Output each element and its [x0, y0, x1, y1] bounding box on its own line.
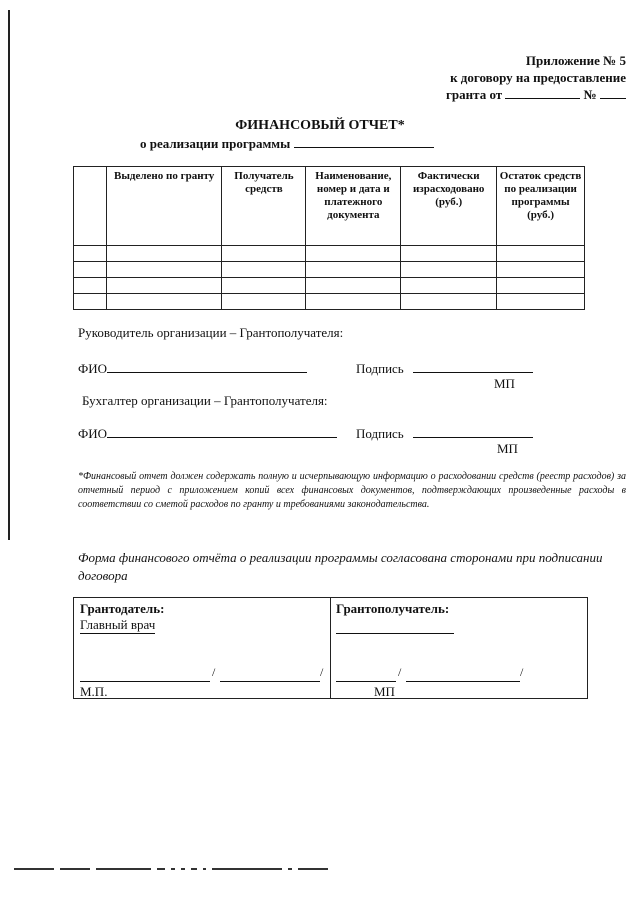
report-subtitle-text: о реализации программы: [140, 136, 291, 151]
appendix-grant-prefix: гранта от: [446, 87, 503, 102]
table-cell[interactable]: [74, 246, 107, 262]
grantee-signature-line[interactable]: [336, 680, 396, 682]
accountant-fio-field[interactable]: [107, 425, 337, 438]
table-cell[interactable]: [401, 262, 497, 278]
table-cell[interactable]: [222, 278, 306, 294]
appendix-header: [446, 52, 626, 103]
table-cell[interactable]: [106, 246, 222, 262]
table-cell[interactable]: [74, 262, 107, 278]
grantor-position: Главный врач: [80, 617, 156, 632]
head-label: Руководитель организации – Грантополучателя:: [78, 325, 344, 340]
table-cell[interactable]: [306, 294, 401, 310]
column-header: Получатель средств: [222, 167, 306, 246]
column-header: [74, 167, 107, 246]
head-fio-field[interactable]: [107, 360, 307, 373]
accountant-mp-label: МП: [497, 441, 518, 456]
fio-label: ФИО: [78, 426, 108, 441]
program-name-blank[interactable]: [294, 136, 434, 148]
sign-label: Подпись: [356, 426, 404, 441]
grantor-signature-line[interactable]: [80, 680, 210, 682]
table-cell[interactable]: [306, 246, 401, 262]
grantee-position-line[interactable]: [336, 632, 454, 634]
scan-noise: [14, 860, 614, 866]
appendix-title: Приложение № 5: [525, 53, 626, 68]
grant-date-blank[interactable]: [505, 87, 580, 99]
table-cell[interactable]: [222, 246, 306, 262]
grant-number-blank[interactable]: [600, 87, 626, 99]
table-header-row: [74, 167, 585, 246]
table-cell[interactable]: [74, 278, 107, 294]
table-cell[interactable]: [106, 262, 222, 278]
table-row: [74, 278, 585, 294]
footnote: *Финансовый отчет должен содержать полную и исчерпывающую информацию о расходовании средств (реестр расходов) за отчетный период с приложением копий всех финансовых документов, подтверждающих произведенные расходы в соответствии со сметой расходов по гранту и требованиями законодательства.: [78, 471, 626, 510]
head-signature-field[interactable]: [413, 360, 533, 373]
column-header: Остаток средств по реализации программы (руб.): [497, 167, 585, 246]
table-cell[interactable]: [401, 278, 497, 294]
agreement-text: Форма финансового отчёта о реализации программы согласована сторонами при подписании договора: [78, 550, 603, 583]
head-fio-row: [78, 360, 307, 377]
grantee-name-line[interactable]: [406, 680, 520, 682]
grantor-mp: М.П.: [80, 684, 108, 699]
table-cell[interactable]: [497, 278, 585, 294]
head-mp-label: МП: [494, 376, 515, 391]
sign-label: Подпись: [356, 361, 404, 376]
table-cell[interactable]: [497, 262, 585, 278]
table-row: [74, 246, 585, 262]
fio-label: ФИО: [78, 361, 108, 376]
number-sign: №: [583, 87, 597, 102]
table-cell[interactable]: [401, 294, 497, 310]
table-cell[interactable]: [222, 294, 306, 310]
report-subtitle: [140, 136, 434, 152]
table-cell[interactable]: [306, 262, 401, 278]
report-title: ФИНАНСОВЫЙ ОТЧЕТ*: [235, 118, 405, 133]
grantor-slash-end: /: [320, 665, 324, 679]
accountant-signature-field[interactable]: [413, 425, 533, 438]
accountant-label: Бухгалтер организации – Грантополучателя:: [82, 393, 328, 408]
table-row: [74, 294, 585, 310]
appendix-contract-line: к договору на предоставление: [450, 70, 626, 85]
table-cell[interactable]: [497, 246, 585, 262]
table-cell[interactable]: [222, 262, 306, 278]
table-cell[interactable]: [106, 294, 222, 310]
column-header: Выделено по гранту: [106, 167, 222, 246]
table-cell[interactable]: [74, 294, 107, 310]
grantor-title: Грантодатель:: [80, 601, 165, 616]
scan-edge-line: [8, 10, 10, 540]
table-cell[interactable]: [106, 278, 222, 294]
grantor-slash: /: [212, 665, 216, 679]
table-cell[interactable]: [306, 278, 401, 294]
table-row: [74, 262, 585, 278]
accountant-sign-row: [356, 425, 533, 442]
grantee-slash: /: [398, 665, 402, 679]
table-cell[interactable]: [401, 246, 497, 262]
head-sign-row: [356, 360, 533, 377]
appendix-grant-date-line: [446, 86, 626, 103]
report-table: [73, 166, 585, 310]
signature-box-divider: [330, 598, 331, 698]
grantor-name-line[interactable]: [220, 680, 320, 682]
grantee-mp: МП: [374, 684, 395, 699]
signature-box: [73, 597, 588, 699]
column-header: Фактически израсходовано (руб.): [401, 167, 497, 246]
accountant-fio-row: [78, 425, 337, 442]
column-header: Наименование, номер и дата и платежного документа: [306, 167, 401, 246]
grantee-title: Грантополучатель:: [336, 601, 450, 616]
grantee-slash-end: /: [520, 665, 524, 679]
table-cell[interactable]: [497, 294, 585, 310]
